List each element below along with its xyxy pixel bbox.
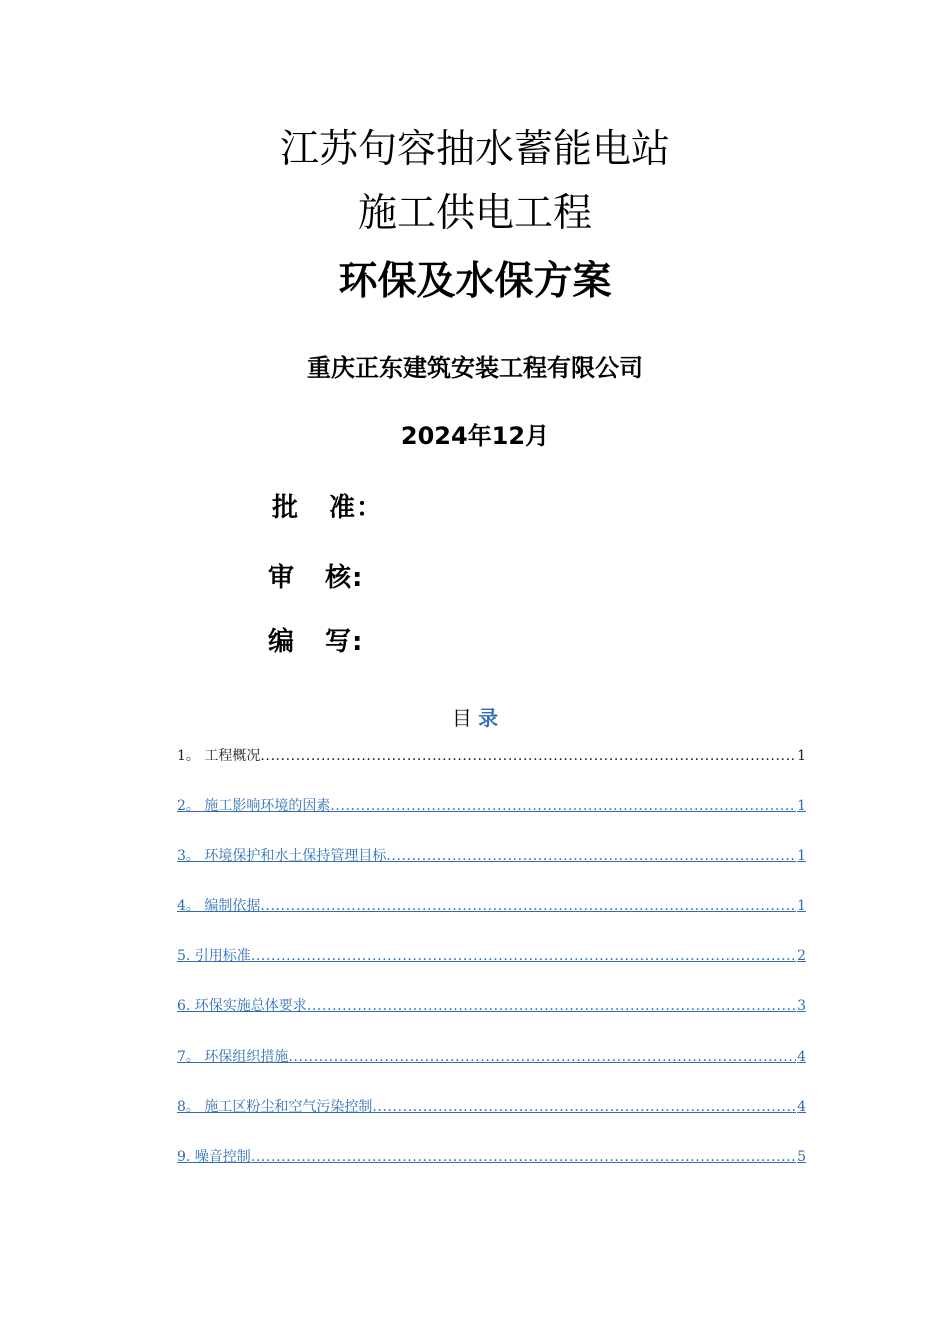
toc-entry-page: 4: [797, 1048, 806, 1065]
title-line-2: 施工供电工程: [357, 191, 592, 236]
toc-entry-page: 1: [797, 848, 806, 865]
toc-title-a: 目: [451, 706, 472, 730]
toc-entry-page: 1: [797, 898, 806, 915]
review-line: [268, 560, 363, 596]
toc-entry-7[interactable]: [177, 1045, 806, 1095]
toc-entry-label: 4。 编制依据: [177, 894, 260, 918]
approve-line: [272, 490, 383, 526]
toc-entry-page: 1: [797, 748, 806, 764]
approve-label-b: 准：: [329, 493, 384, 523]
toc-entry-3[interactable]: [177, 844, 806, 894]
review-label-b: 核:: [325, 563, 364, 593]
toc-entry-8[interactable]: [177, 1095, 806, 1145]
toc-leader: [372, 1095, 796, 1119]
toc-entry-label: 5. 引用标准: [177, 944, 251, 968]
approve-label-a: 批: [272, 493, 300, 523]
toc-leader: [288, 1045, 796, 1069]
toc-entry-page: 2: [797, 948, 806, 965]
toc-title-b: 录: [478, 706, 499, 730]
toc-entry-5[interactable]: [177, 944, 806, 994]
toc-entry-9[interactable]: [177, 1145, 806, 1195]
toc-entry-4[interactable]: [177, 894, 806, 944]
toc-entry-2[interactable]: [177, 794, 806, 844]
toc-entry-label: 9. 噪音控制: [177, 1145, 251, 1169]
toc-leader: [251, 944, 796, 968]
toc-entry-page: 3: [797, 998, 806, 1015]
toc-entry-label: 2。 施工影响环境的因素: [177, 794, 330, 818]
toc-entry-page: 4: [797, 1098, 806, 1115]
write-label-a: 编: [268, 627, 296, 657]
toc-leader: [386, 844, 796, 868]
toc-leader: [260, 744, 796, 768]
write-line: [268, 624, 363, 660]
review-label-a: 审: [268, 563, 296, 593]
toc-entry-label: 8。 施工区粉尘和空气污染控制: [177, 1095, 372, 1119]
toc-entry-label: 7。 环保组织措施: [177, 1045, 288, 1069]
toc-entry-label: 1。 工程概况: [177, 744, 260, 768]
title-line-1: 江苏句容抽水蓄能电站: [279, 127, 670, 172]
table-of-contents: [177, 744, 806, 1195]
toc-entry-6[interactable]: [177, 994, 806, 1044]
toc-entry-label: 6. 环保实施总体要求: [177, 994, 307, 1018]
toc-leader: [260, 894, 796, 918]
toc-leader: [251, 1145, 796, 1169]
write-label-b: 写:: [325, 627, 364, 657]
toc-entry-1[interactable]: [177, 744, 806, 794]
toc-title: [0, 703, 950, 733]
toc-leader: [307, 994, 796, 1018]
toc-entry-label: 3。 环境保护和水土保持管理目标: [177, 844, 386, 868]
document-title: 环保及水保方案: [338, 259, 612, 304]
toc-entry-page: 1: [797, 798, 806, 815]
toc-entry-page: 5: [797, 1148, 806, 1165]
toc-leader: [330, 794, 796, 818]
document-date: 2024年12月: [400, 422, 550, 450]
company-name: 重庆正东建筑安装工程有限公司: [307, 354, 643, 382]
